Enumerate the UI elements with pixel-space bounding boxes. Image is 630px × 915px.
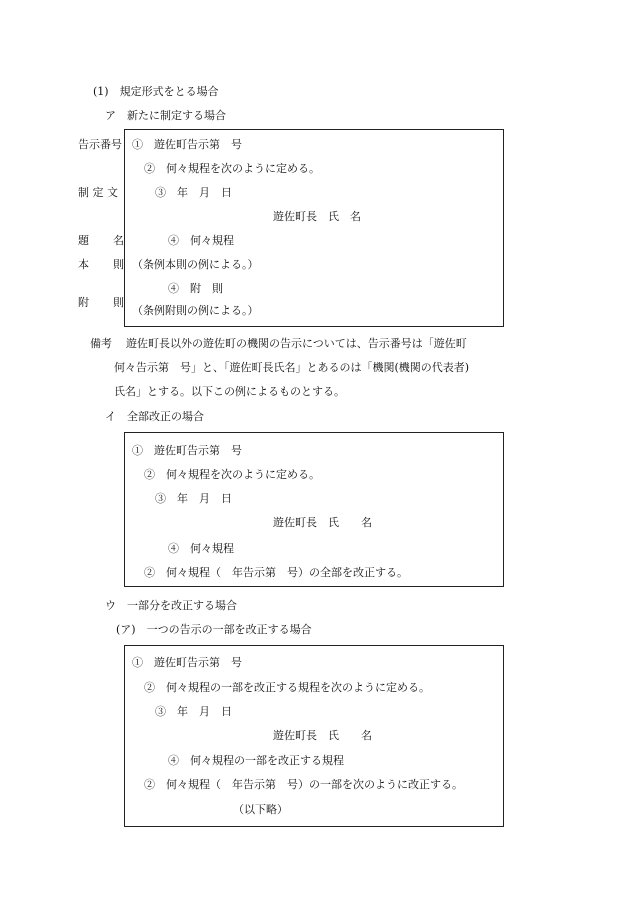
heading-a2: (ア) 一つの告示の一部を改正する場合 (116, 623, 312, 636)
label-daimei-1: 題 (78, 234, 89, 247)
box1-line4: 遊佐町長 氏 名 (273, 210, 361, 223)
label-fusoku-2: 則 (113, 296, 124, 309)
label-honsoku-1: 本 (78, 258, 89, 271)
box2-line2: ② 何々規程を次のように定める。 (144, 468, 320, 481)
heading-i: イ 全部改正の場合 (105, 410, 204, 423)
heading-a: ア 新たに制定する場合 (105, 109, 226, 122)
box2-line1: ① 遊佐町告示第 号 (132, 444, 242, 457)
box3-line5: ④ 何々規程の一部を改正する規程 (168, 754, 344, 767)
box1-line5: ④ 何々規程 (168, 234, 234, 247)
biko-line3: 氏名」とする。以下この例によるものとする。 (114, 385, 345, 398)
box2-line4: 遊佐町長 氏 名 (273, 516, 372, 529)
heading-u: ウ 一部分を改正する場合 (105, 599, 237, 612)
label-kokuji-bango: 告示番号 (78, 138, 122, 151)
box1-line8: （条例附則の例による。） (132, 304, 259, 317)
box3-line2: ② 何々規程の一部を改正する規程を次のように定める。 (144, 681, 430, 694)
label-daimei-2: 名 (113, 234, 124, 247)
label-honsoku (78, 258, 124, 272)
box2-line6: ② 何々規程（ 年告示第 号）の全部を改正する。 (144, 566, 408, 579)
box1-line2: ② 何々規程を次のように定める。 (144, 162, 320, 175)
label-daimei (78, 234, 124, 248)
box2-line5: ④ 何々規程 (168, 542, 234, 555)
box1-line1: ① 遊佐町告示第 号 (132, 138, 242, 151)
biko-line1: 遊佐町長以外の遊佐町の機関の告示については、告示番号は「遊佐町 (126, 337, 467, 350)
label-fusoku (78, 296, 124, 310)
label-seitei-bun: 制 定 文 (78, 186, 118, 199)
box1-line7: ④ 附 則 (168, 282, 223, 295)
box3-line7: （以下略） (233, 803, 288, 816)
box3-line4: 遊佐町長 氏 名 (273, 729, 372, 742)
label-honsoku-2: 則 (113, 258, 124, 271)
box1-line6: （条例本則の例による。） (132, 258, 259, 271)
box1-line3: ③ 年 月 日 (155, 186, 232, 199)
box3-line3: ③ 年 月 日 (155, 705, 232, 718)
biko-label: 備考 (90, 337, 112, 350)
box3-line1: ① 遊佐町告示第 号 (132, 656, 242, 669)
heading-1: (1) 規定形式をとる場合 (93, 85, 219, 98)
box2-line3: ③ 年 月 日 (155, 492, 232, 505)
box3-line6: ② 何々規程（ 年告示第 号）の一部を次のように改正する。 (144, 778, 463, 791)
biko-line2: 何々告示第 号」と、「遊佐町長氏名」とあるのは「機関(機関の代表者) (114, 361, 470, 374)
example-box-new (124, 129, 504, 327)
label-fusoku-1: 附 (78, 296, 89, 309)
